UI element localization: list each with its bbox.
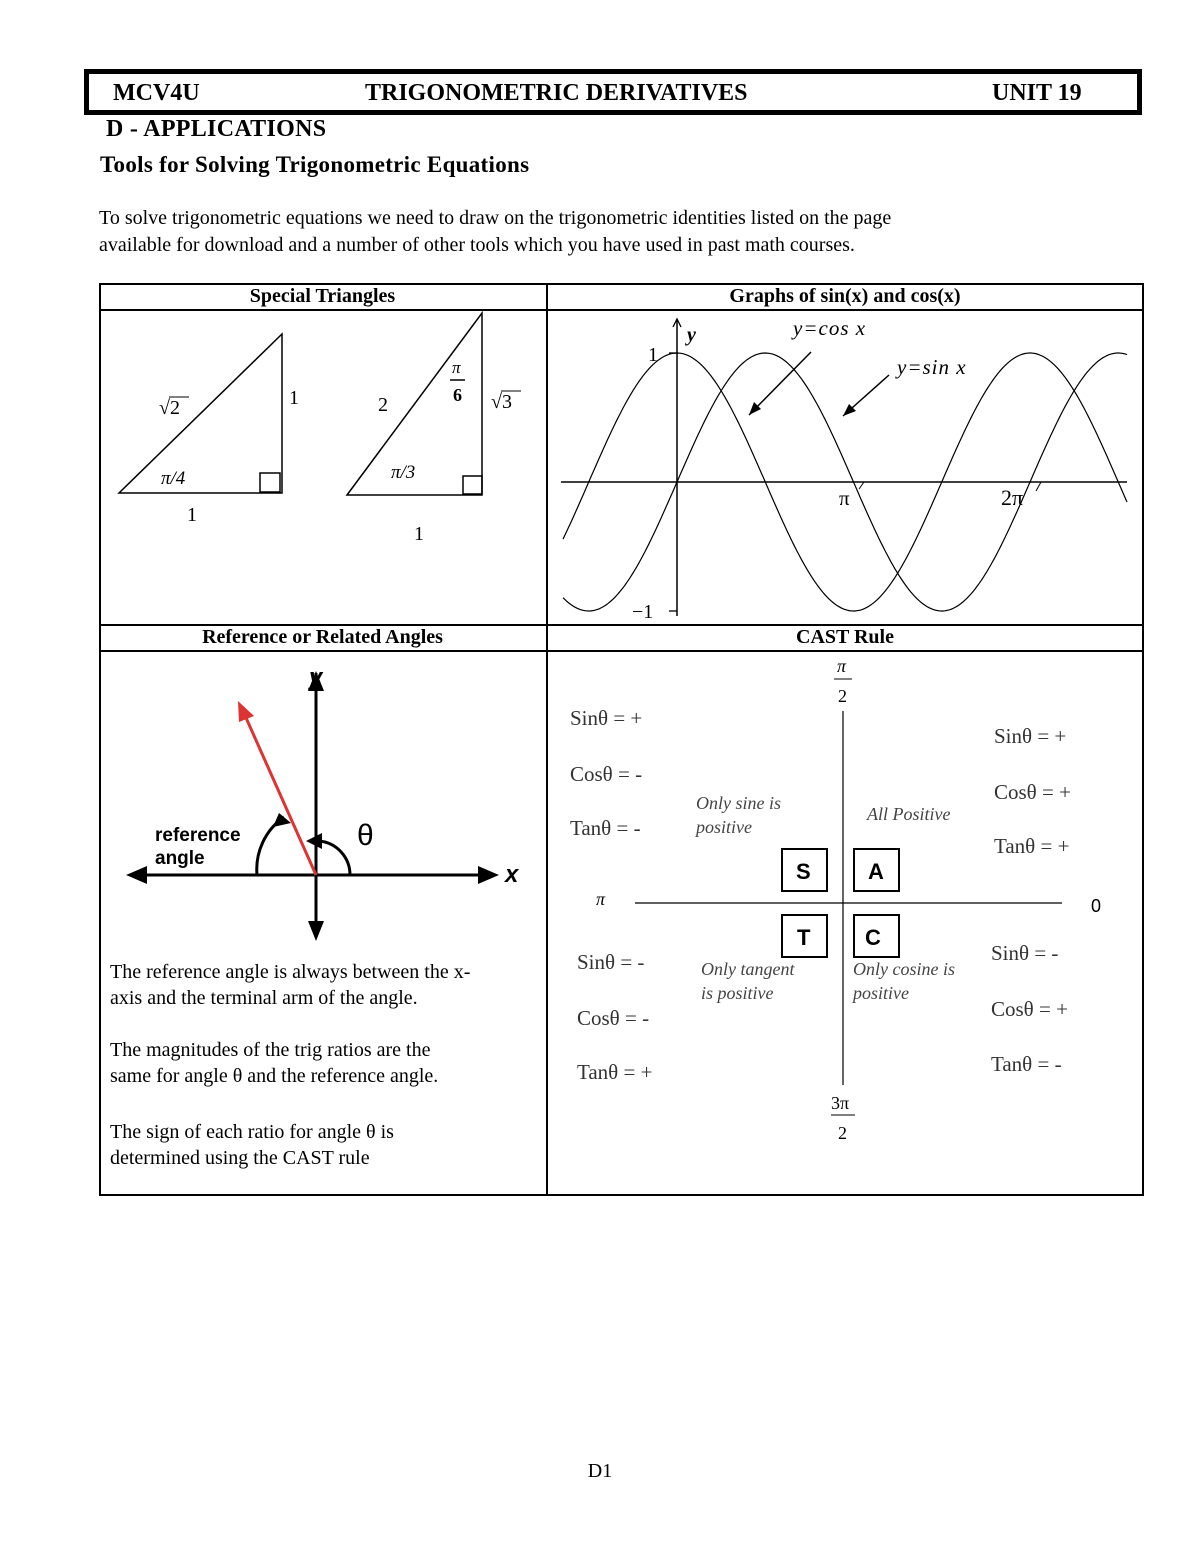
page-subtitle: Tools for Solving Trigonometric Equations	[100, 152, 530, 177]
q2-note-line2: positive	[696, 817, 752, 837]
q2-sin: Sinθ = +	[570, 706, 643, 730]
graphs-heading: Graphs of sin(x) and cos(x)	[729, 285, 961, 307]
row2-header-rule	[99, 650, 1144, 652]
q3-note-line2: is positive	[701, 983, 774, 1003]
graph-neg-one-label: −1	[632, 601, 654, 621]
triangle-30-60-base: 1	[414, 523, 424, 545]
intro-line-1: To solve trigonometric equations we need to draw on the trigonometric identities listed on the page	[99, 207, 892, 229]
cast-bottom-num: 3π	[831, 1093, 850, 1113]
table-border-bottom	[99, 1194, 1144, 1196]
q4-tan: Tanθ = -	[991, 1052, 1062, 1076]
cast-rule-figure	[549, 653, 1142, 1193]
intro-line-2: available for download and a number of other tools which you have used in past math courses.	[99, 234, 855, 256]
reference-angle-figure	[101, 653, 546, 953]
reference-paragraph-1	[110, 959, 540, 1011]
special-triangles-heading: Special Triangles	[249, 285, 396, 307]
ref-x-label: x	[505, 861, 519, 888]
q2-cos: Cosθ = -	[570, 762, 643, 786]
reference-label-line1: reference	[155, 825, 241, 846]
q1-tan: Tanθ = +	[994, 834, 1070, 858]
graph-two-pi-label: 2π	[1001, 485, 1024, 510]
graph-one-label: 1	[648, 344, 658, 366]
section-title: D - APPLICATIONS	[106, 116, 327, 142]
q4-note-line1: Only cosine is	[853, 959, 955, 979]
reference-p2-line1: The magnitudes of the trig ratios are the	[110, 1039, 431, 1061]
cast-s-letter: S	[796, 859, 811, 884]
triangle-30-60-bottom-angle: π/3	[391, 462, 416, 483]
q3-cos: Cosθ = -	[577, 1006, 650, 1030]
q2-note-line1: Only sine is	[696, 793, 781, 813]
triangle-45-angle: π/4	[161, 468, 186, 489]
reference-paragraph-2	[110, 1037, 540, 1089]
q4-cos: Cosθ = +	[991, 997, 1068, 1021]
ref-y-label: y	[309, 664, 323, 691]
q4-sin: Sinθ = -	[991, 941, 1059, 965]
q1-cos: Cosθ = +	[994, 780, 1071, 804]
cast-top-num: π	[837, 656, 847, 676]
cast-right-label: 0	[1091, 896, 1102, 916]
reference-p1-line1: The reference angle is always between the x-	[110, 961, 471, 983]
cast-rule-heading: CAST Rule	[796, 626, 894, 648]
graph-pi-label: π	[839, 486, 850, 510]
sin-label: y=sin x	[897, 355, 967, 379]
theta-label: θ	[357, 819, 374, 852]
triangle-45-hypotenuse: √2	[159, 397, 180, 419]
triangle-30-60-top-angle-den: 6	[453, 385, 462, 405]
graph-y-label: y	[687, 324, 696, 346]
q2-tan: Tanθ = -	[570, 816, 641, 840]
special-triangles-figure	[101, 311, 546, 621]
triangle-45-base: 1	[187, 504, 197, 526]
reference-p1-line2: axis and the terminal arm of the angle.	[110, 987, 418, 1009]
cos-pointer-arrow	[749, 352, 811, 415]
triangle-30-60	[347, 313, 521, 545]
course-code: MCV4U	[113, 80, 200, 106]
cast-left-label: π	[596, 889, 606, 909]
q3-tan: Tanθ = +	[577, 1060, 653, 1084]
header-bar	[84, 69, 1142, 115]
unit-label: UNIT 19	[992, 80, 1082, 106]
triangle-45	[119, 334, 299, 526]
reference-p3-line2: determined using the CAST rule	[110, 1147, 370, 1169]
q3-sin: Sinθ = -	[577, 950, 645, 974]
page-number: D1	[587, 1460, 613, 1482]
theta-arc	[319, 841, 350, 875]
q1-note: All Positive	[867, 804, 951, 824]
sin-cos-graph	[549, 311, 1142, 621]
document-title: TRIGONOMETRIC DERIVATIVES	[365, 80, 748, 106]
cast-a-letter: A	[868, 859, 884, 884]
reference-arc	[257, 817, 284, 875]
table-border-right	[1142, 283, 1144, 1196]
table-divider-vertical	[546, 283, 548, 1196]
reference-p3-line1: The sign of each ratio for angle θ is	[110, 1121, 394, 1143]
q4-note-line2: positive	[853, 983, 909, 1003]
triangle-30-60-side: √3	[491, 391, 512, 413]
terminal-arm	[243, 711, 316, 875]
triangle-45-side: 1	[289, 387, 299, 409]
reference-paragraph-3	[110, 1119, 540, 1171]
cast-c-letter: C	[865, 925, 881, 950]
cos-label: y=cos x	[793, 316, 867, 340]
triangle-30-60-hypotenuse: 2	[378, 394, 388, 416]
cast-t-letter: T	[797, 925, 811, 950]
cast-bottom-den: 2	[838, 1123, 847, 1143]
intro-paragraph	[99, 205, 1099, 259]
q3-note-line1: Only tangent	[701, 959, 795, 979]
q1-sin: Sinθ = +	[994, 724, 1067, 748]
triangle-30-60-top-angle-num: π	[452, 358, 461, 377]
reference-p2-line2: same for angle θ and the reference angle.	[110, 1065, 439, 1087]
cast-top-den: 2	[838, 686, 847, 706]
reference-label-line2: angle	[155, 848, 205, 869]
reference-angles-heading: Reference or Related Angles	[202, 626, 443, 648]
